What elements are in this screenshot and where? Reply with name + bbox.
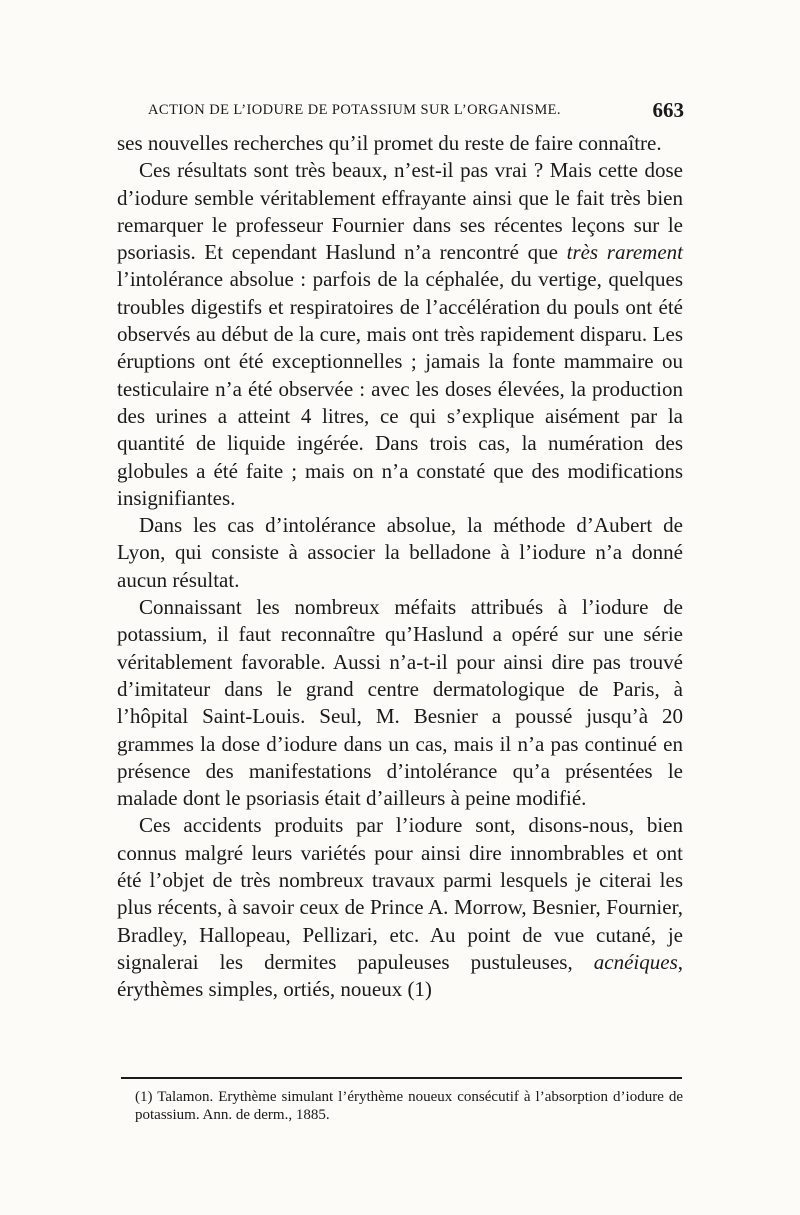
- paragraph-text: l’intolérance absolue : parfois de la céphalée, du vertige, quelques troubles digestifs et respiratoires de l’accélération du pouls ont été observés au début de la cure, mais ont très rapidement disparu. Les éruptions ont été exceptionnelles ; jamais la fonte mammaire ou testiculaire n’a été observée : avec les doses élevées, la production des urines a atteint 4 litres, ce qui s’explique aisément par la quantité de liquide ingérée. Dans trois cas, la numération des globules a été faite ; mais on n’a constaté que des modifications insignifiantes.: [117, 267, 683, 510]
- paragraph-results: [117, 157, 683, 512]
- paragraph-accidents: [117, 812, 683, 1003]
- paragraph-text: Ces accidents produits par l’iodure sont, disons-nous, bien connus malgré leurs variétés pour ainsi dire innombrables et ont été l’objet de très nombreux travaux parmi lesquels je citerai les plus récents, à savoir ceux de Prince A. Morrow, Besnier, Fournier, Bradley, Hallopeau, Pellizari, etc. Au point de vue cutané, je signalerai les dermites papuleuses pustuleuses,: [117, 813, 683, 974]
- body-text: [117, 130, 683, 1004]
- italic-word: acnéiques: [593, 949, 678, 974]
- paragraph-intolerance: Dans les cas d’intolérance absolue, la méthode d’Aubert de Lyon, qui consiste à associer la belladone à l’iodure n’a donné aucun résultat.: [117, 513, 683, 592]
- paragraph-continuation: ses nouvelles recherches qu’il promet du reste de faire connaître.: [117, 131, 662, 155]
- footnote-divider: [121, 1077, 682, 1079]
- paragraph-misdeeds: Connaissant les nombreux méfaits attribués à l’iodure de potassium, il faut reconnaître qu’Haslund a opéré sur une série véritablement favorable. Aussi n’a-t-il pour ainsi dire pas trouvé d’imitateur dans le grand centre dermatologique de Paris, à l’hôpital Saint-Louis. Seul, M. Besnier a poussé jusqu’à 20 grammes la dose d’iodure dans un cas, mais il n’a pas continué en présence des manifestations d’intolérance qu’a présentées le malade dont le psoriasis était d’ailleurs à peine modifié.: [117, 595, 683, 811]
- page-header: [148, 98, 684, 124]
- paragraph-text: Ces résultats sont très beaux, n’est-il pas vrai ? Mais cette dose d’iodure semble véritablement effrayante ainsi que le fait très bien remarquer le professeur Fournier dans ses récentes leçons sur le psoriasis. Et cependant Haslund n’a rencontré que: [117, 158, 683, 265]
- footnote-text: (1) Talamon. Erythème simulant l’érythème noueux consécutif à l’absorption d’iodure de potassium. Ann. de derm., 1885.: [135, 1089, 683, 1123]
- footnote: [117, 1088, 683, 1124]
- page-number: 663: [652, 98, 684, 122]
- italic-phrase: très rarement: [566, 240, 683, 265]
- paragraph-text: , érythèmes simples, ortiés, noueux (1): [117, 949, 683, 1002]
- running-title: ACTION DE L’IODURE DE POTASSIUM SUR L’ORGANISME.: [148, 102, 561, 118]
